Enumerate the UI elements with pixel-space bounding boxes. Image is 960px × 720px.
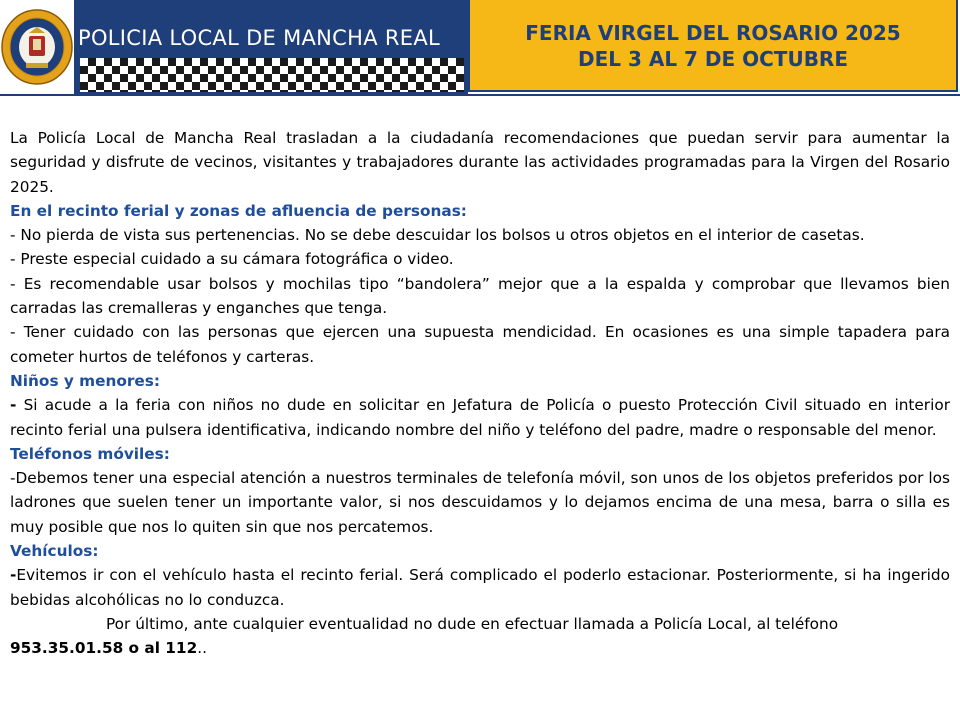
- closing-paragraph: [10, 612, 950, 636]
- recinto-item: - No pierda de vista sus pertenencias. No se debe descuidar los bolsos u otros objetos en el interior de casetas.: [10, 226, 865, 245]
- recinto-item: - Es recomendable usar bolsos y mochilas tipo “bandolera” mejor que a la espalda y comprobar que llevamos bien carradas las cremalleras y enganches que tenga.: [10, 274, 950, 318]
- header-rule: [0, 94, 960, 96]
- ninos-dash: -: [10, 396, 17, 415]
- closing-text: Por último, ante cualquier eventualidad no dude en efectuar llamada a Policía Local, al teléfono: [106, 614, 839, 633]
- section-heading-ninos: Niños y menores:: [10, 371, 161, 390]
- intro-paragraph: La Policía Local de Mancha Real trasladan a la ciudadanía recomendaciones que puedan servir para aumentar la seguridad y disfrute de vecinos, visitantes y trabajadores durante las actividades programadas para la Virgen del Rosario 2025.: [10, 129, 950, 196]
- recinto-item: - Tener cuidado con las personas que ejercen una supuesta mendicidad. En ocasiones es una simple tapadera para cometer hurtos de teléfonos y carteras.: [10, 323, 950, 366]
- event-banner: [468, 0, 958, 92]
- section-heading-recinto: En el recinto ferial y zonas de afluencia de personas:: [10, 201, 467, 220]
- brand-title: POLICIA LOCAL DE MANCHA REAL: [78, 26, 440, 50]
- ninos-paragraph: [10, 393, 950, 442]
- section-heading-vehiculos: Vehículos:: [10, 542, 99, 561]
- closing-suffix: ..: [197, 639, 207, 658]
- event-title: FERIA VIRGEL DEL ROSARIO 2025: [525, 21, 901, 45]
- vehiculos-text: Evitemos ir con el vehículo hasta el recinto ferial. Será complicado el poderlo estacionar. Posteriormente, si ha ingerido bebidas alcohólicas no lo conduzca.: [10, 566, 950, 609]
- vehiculos-dash: -: [10, 566, 17, 585]
- recinto-item: - Preste especial cuidado a su cámara fotográfica o video.: [10, 250, 454, 269]
- police-badge-logo: [0, 0, 74, 96]
- vehiculos-paragraph: [10, 563, 950, 612]
- ninos-text: Si acude a la feria con niños no dude en solicitar en Jefatura de Policía o puesto Protección Civil situado en interior recinto ferial una pulsera identificativa, indicando nombre del niño y teléfono del padre, madre o responsable del menor.: [10, 396, 950, 439]
- header: [0, 0, 960, 96]
- brand-band: [74, 0, 466, 96]
- section-heading-moviles: Teléfonos móviles:: [10, 444, 170, 463]
- checkered-stripe: [80, 56, 464, 92]
- closing-phone-line: [10, 636, 950, 660]
- event-dates: DEL 3 AL 7 DE OCTUBRE: [577, 47, 848, 71]
- document-body: [10, 126, 950, 661]
- police-badge-icon: [0, 0, 74, 96]
- phone-numbers: 953.35.01.58 o al 112: [10, 639, 198, 658]
- moviles-paragraph: -Debemos tener una especial atención a nuestros terminales de telefonía móvil, son unos de los objetos preferidos por los ladrones que suelen tener un importante valor, si nos descuidamos y lo dejamos encima de una mesa, barra o silla es muy posible que nos lo quiten sin que nos percatemos.: [10, 469, 950, 536]
